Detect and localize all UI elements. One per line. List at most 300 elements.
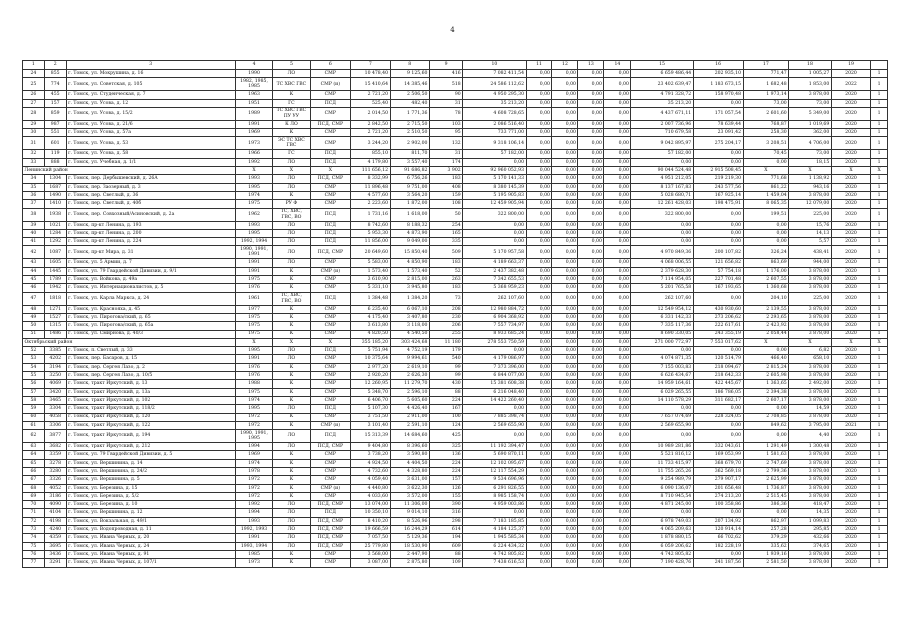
table-cell: ТС, ХВС, ГВС, ВО	[273, 208, 310, 221]
table-cell: ЛО	[273, 542, 310, 550]
table-cell: 208	[429, 305, 462, 313]
table-cell: 0,00	[526, 492, 552, 500]
table-cell: 5 349,00	[789, 107, 832, 120]
table-cell: г. Томск, ул. Вершинина, д. 5	[66, 476, 235, 484]
table-cell: 0,00	[578, 484, 604, 492]
table-cell: 1	[871, 267, 888, 275]
table-cell: 1962	[235, 208, 272, 221]
table-cell: 1	[871, 380, 888, 388]
table-cell: 1	[871, 120, 888, 128]
table-cell: 0,00	[552, 175, 578, 183]
table-cell: 0,00	[578, 451, 604, 459]
table-cell: 0,00	[526, 542, 552, 550]
table-cell: 33	[23, 158, 45, 166]
table-cell: 1	[871, 526, 888, 534]
table-cell: 8 526,96	[390, 517, 429, 525]
table-cell: 2 815,24	[743, 363, 789, 371]
table-cell: 422 445,67	[693, 380, 743, 388]
table-cell: К	[273, 276, 310, 284]
table-cell: 0,00	[526, 330, 552, 338]
table-cell: 3306	[44, 421, 66, 429]
table-cell: 1	[871, 347, 888, 355]
table-cell: 0,00	[578, 305, 604, 313]
table-cell: 3 878,00	[789, 91, 832, 99]
table-cell: 0,00	[552, 526, 578, 534]
table-cell: 2020	[831, 501, 870, 509]
table-row	[23, 330, 888, 338]
table-cell: 4 059,40	[351, 476, 390, 484]
table-cell: 0,00	[604, 550, 631, 558]
table-cell: 4 179,80	[351, 158, 390, 166]
table-cell: 335,62	[743, 542, 789, 550]
table-cell: 2020	[831, 534, 870, 542]
table-cell: 74	[23, 534, 45, 542]
table-cell: 2020	[831, 129, 870, 137]
table-cell: 0,00	[526, 388, 552, 396]
table-cell: 4 791 328,72	[631, 91, 693, 99]
table-cell: 0,00	[604, 150, 631, 158]
table-cell: 3280	[44, 467, 66, 475]
table-cell: 325	[429, 443, 462, 451]
table-cell: 204,10	[743, 292, 789, 305]
table-cell: 0,00	[604, 246, 631, 259]
table-cell: 5 583,00	[351, 259, 390, 267]
table-cell: 0,00	[578, 347, 604, 355]
table-cell: К	[273, 91, 310, 99]
table-cell: 1969	[235, 129, 272, 137]
table-cell: 1	[871, 559, 888, 567]
table-cell: 1 360,68	[743, 284, 789, 292]
table-cell: 1995	[235, 405, 272, 413]
table-row	[23, 150, 888, 158]
table-cell: 3 878,00	[789, 396, 832, 404]
table-cell: 31	[429, 150, 462, 158]
table-cell: 1	[871, 238, 888, 246]
table-cell: 0,00	[578, 380, 604, 388]
table-cell: 4 033,60	[351, 492, 390, 500]
table-cell: 4240	[44, 526, 66, 534]
table-cell: 0,00	[552, 167, 578, 175]
header-cell: 5	[273, 61, 310, 70]
table-cell: 23 402 639,47	[631, 78, 693, 91]
table-cell: 0,00	[552, 137, 578, 150]
table-cell: 0,00	[578, 158, 604, 166]
page-number: 4	[450, 26, 455, 34]
table-cell: 40	[23, 229, 45, 237]
table-cell: 60	[23, 413, 45, 421]
table-cell: 4 951 212,05	[631, 175, 693, 183]
table-cell: 179	[429, 347, 462, 355]
table-cell: 6 756,26	[390, 175, 429, 183]
table-cell: 0,00	[693, 150, 743, 158]
table-cell: 4 074 871,35	[631, 355, 693, 363]
table-cell: 2020	[831, 191, 870, 199]
table-cell: 6 904 368,92	[463, 313, 526, 321]
table-cell: 1304	[44, 175, 66, 183]
table-cell: 0,00	[604, 413, 631, 421]
table-cell: г. Томск, пер. Басаров, д. 15	[66, 355, 235, 363]
table-cell: 10 375,64	[351, 355, 390, 363]
table-cell: 99	[429, 372, 462, 380]
table-cell: 3304	[44, 405, 66, 413]
table-cell: 1977	[235, 305, 272, 313]
table-cell: 0,00	[578, 330, 604, 338]
table-cell: 2020	[831, 246, 870, 259]
table-cell: ПСД, СМР	[310, 501, 350, 509]
table-cell: 0,00	[463, 221, 526, 229]
table-cell: 0,00	[604, 330, 631, 338]
table-cell: 0,00	[463, 347, 526, 355]
table-cell: 3 878,00	[789, 330, 832, 338]
table-cell: 1	[871, 259, 888, 267]
table-cell: 4 328,80	[390, 467, 429, 475]
table-cell: ЛО	[273, 221, 310, 229]
table-cell: 119	[44, 150, 66, 158]
table-cell: 11 192 394,47	[463, 443, 526, 451]
table-cell: 1	[871, 246, 888, 259]
table-cell: 262 107,60	[631, 292, 693, 305]
table-cell: 3385	[44, 347, 66, 355]
table-cell: 3 878,00	[789, 476, 832, 484]
table-cell: г. Томск, ул. Усова, д. 53	[66, 137, 235, 150]
table-cell: 1976	[235, 363, 272, 371]
table-cell: 0,00	[693, 229, 743, 237]
table-cell: 0,00	[578, 443, 604, 451]
table-cell: 0,00	[526, 467, 552, 475]
table-cell: 1	[871, 363, 888, 371]
table-cell: 0,00	[526, 405, 552, 413]
table-cell: 0,00	[552, 330, 578, 338]
table-cell: 19 666,59	[351, 526, 390, 534]
table-cell: 1410	[44, 200, 66, 208]
table-row	[23, 183, 888, 191]
table-cell: 6,82	[789, 347, 832, 355]
table-cell: 1486	[44, 330, 66, 338]
table-cell: г. Томск, тракт Иркутский, д. 122	[66, 421, 235, 429]
table-cell: 5 368 959,23	[463, 284, 526, 292]
table-cell: 5 195 905,83	[463, 191, 526, 199]
table-cell: 271 000 772,97	[631, 338, 693, 346]
table-cell: 0,00	[552, 430, 578, 443]
table-cell: 2020	[831, 305, 870, 313]
table-cell: СМР (и)	[310, 78, 350, 91]
table-cell: 0,00	[552, 451, 578, 459]
table-cell: 0,00	[631, 509, 693, 517]
table-cell: 14,13	[789, 229, 832, 237]
table-cell: 0,00	[552, 372, 578, 380]
table-cell: СМР	[310, 355, 350, 363]
table-cell: 3695	[44, 542, 66, 550]
table-cell: 0,00	[604, 380, 631, 388]
header-cell: 18	[789, 61, 832, 70]
table-cell: 76	[23, 550, 45, 558]
table-row	[23, 517, 888, 525]
table-cell: ЛО	[273, 534, 310, 542]
table-cell: 73	[429, 292, 462, 305]
table-row	[23, 259, 888, 267]
table-cell: К	[273, 476, 310, 484]
table-cell: 0,00	[526, 338, 552, 346]
table-cell: 1 291,49	[743, 443, 789, 451]
table-cell: 2 569 655,90	[463, 421, 526, 429]
table-cell: 26	[23, 91, 45, 99]
table-cell: К	[273, 396, 310, 404]
table-cell: 0,00	[526, 229, 552, 237]
table-cell: 62	[23, 430, 45, 443]
table-cell: 0,00	[552, 413, 578, 421]
table-cell: 295,85	[789, 526, 832, 534]
table-cell: 2 086 516,40	[463, 120, 526, 128]
table-cell: 3877	[44, 430, 66, 443]
table-cell: 466,40	[743, 355, 789, 363]
table-cell: 6 090 136,07	[631, 484, 693, 492]
table-cell: 0,00	[552, 380, 578, 388]
table-row	[23, 534, 888, 542]
table-cell: 811,70	[390, 150, 429, 158]
table-cell: 0,00	[552, 501, 578, 509]
table-cell: 0,00	[552, 259, 578, 267]
table-cell: 1966	[235, 150, 272, 158]
table-cell: г. Томск, ул. Смирнова, д. 40/3	[66, 330, 235, 338]
table-cell: 0,00	[578, 175, 604, 183]
table-cell: К	[273, 388, 310, 396]
header-cell: 14	[604, 61, 631, 70]
table-cell: 4104	[44, 509, 66, 517]
table-cell: 0,00	[578, 267, 604, 275]
table-cell: ЛО	[273, 238, 310, 246]
header-cell: 12	[552, 61, 578, 70]
table-cell: 2 625,99	[743, 476, 789, 484]
table-cell: 12 079,00	[789, 200, 832, 208]
table-cell: 1973	[235, 137, 272, 150]
table-cell: 862,97	[743, 517, 789, 525]
table-cell: 4 608 728,65	[463, 107, 526, 120]
table-cell: 1974	[235, 191, 272, 199]
table-cell: 230	[429, 313, 462, 321]
table-cell: К	[273, 305, 310, 313]
table-cell: 2021	[831, 421, 870, 429]
table-cell: 0,00	[526, 451, 552, 459]
table-cell: г. Томск, ул. Мокрушина, д. 16	[66, 70, 235, 78]
table-cell: 2 911,00	[390, 413, 429, 421]
table-cell: 944,00	[789, 259, 832, 267]
table-cell: 0,00	[552, 459, 578, 467]
table-cell: 1	[871, 70, 888, 78]
table-cell: 1 300,48	[789, 443, 832, 451]
table-cell: 3 610,90	[351, 276, 390, 284]
table-cell: 4 871 245,00	[631, 501, 693, 509]
table-cell: 1	[871, 459, 888, 467]
table-cell: г. Томск, тракт Иркутский, д. 13а	[66, 388, 235, 396]
table-cell: 202 935,10	[693, 70, 743, 78]
table-cell: 4 924,50	[351, 459, 390, 467]
table-cell: СМР	[310, 413, 350, 421]
table-cell: К	[273, 492, 310, 500]
table-cell: г. Томск, пер. Заозерный, д. 3	[66, 183, 235, 191]
table-cell: 0,00	[578, 78, 604, 91]
table-cell: СМР	[310, 276, 350, 284]
table-cell: 126	[429, 484, 462, 492]
table-cell: К ЛО	[273, 120, 310, 128]
table-cell: 1995	[235, 347, 272, 355]
table-cell: СМР (и)	[310, 484, 350, 492]
table-cell: 0,00	[526, 99, 552, 107]
table-cell: 1951	[235, 99, 272, 107]
table-cell: ЛО	[273, 526, 310, 534]
table-cell: 1972	[235, 476, 272, 484]
table-cell: 75	[23, 542, 45, 550]
table-cell: 1 682,48	[743, 78, 789, 91]
table-cell: 0,00	[552, 388, 578, 396]
table-cell: 0,00	[526, 550, 552, 558]
table-cell: К	[273, 559, 310, 567]
table-cell: 0,00	[552, 183, 578, 191]
table-cell: 12 261 428,03	[631, 200, 693, 208]
table-cell: ЛО	[273, 246, 310, 259]
table-cell: г. Томск, ул. 79 Гвардейской Дивизии, д. 9/1	[66, 267, 235, 275]
table-cell: г. Томск, ул. Ивана Черных, д. 20	[66, 534, 235, 542]
table-cell: 326,24	[743, 246, 789, 259]
table-cell: 0,00	[526, 175, 552, 183]
table-cell: 3194	[44, 363, 66, 371]
table-cell: 2020	[831, 559, 870, 567]
table-cell: 3465	[44, 396, 66, 404]
table-cell: 1975	[235, 330, 272, 338]
table-cell: 0,00	[463, 158, 526, 166]
table-cell: г. Томск, тракт Иркутский, д. 102	[66, 396, 235, 404]
table-cell: 1969	[235, 451, 272, 459]
table-cell: 1972	[235, 421, 272, 429]
table-cell: 273 206,62	[693, 313, 743, 321]
table-cell: 0,00	[526, 355, 552, 363]
table-cell: 0,00	[552, 91, 578, 99]
table-cell: К	[273, 363, 310, 371]
table-cell: ЛО	[273, 405, 310, 413]
table-cell: 0,00	[578, 208, 604, 221]
table-cell: 225,00	[789, 292, 832, 305]
table-cell: 263	[429, 276, 462, 284]
table-cell: 0,00	[604, 167, 631, 175]
table-cell: 455	[44, 91, 66, 99]
table-cell: 41	[23, 238, 45, 246]
table-cell: 2020	[831, 517, 870, 525]
table-cell: 0,00	[552, 305, 578, 313]
table-cell: 3 622,30	[390, 484, 429, 492]
table-cell: 2020	[831, 347, 870, 355]
table-cell: 0,00	[604, 229, 631, 237]
table-cell: 120 914,14	[693, 526, 743, 534]
table-cell: 3291	[44, 559, 66, 567]
table-cell: Х	[743, 338, 789, 346]
table-cell: 2 815,00	[390, 276, 429, 284]
table-cell: 1087	[44, 246, 66, 259]
table-cell: 2020	[831, 208, 870, 221]
table-cell: 2 591,10	[390, 421, 429, 429]
table-cell: 3 945,80	[390, 284, 429, 292]
table-cell: 0,00	[604, 259, 631, 267]
table-cell: 1	[871, 467, 888, 475]
table-cell: г. Томск, ул. Усова, д. 57а	[66, 129, 235, 137]
table-cell: 11 279,70	[390, 380, 429, 388]
header-cell: 2	[44, 61, 66, 70]
table-cell: 0,00	[604, 292, 631, 305]
table-cell: г. Томск, ул. Вершинина, д. 14	[66, 459, 235, 467]
table-row	[23, 137, 888, 150]
table-cell: 2020	[831, 363, 870, 371]
table-cell: 183	[429, 175, 462, 183]
table-cell: 28	[23, 107, 45, 120]
table-cell: 218 094,67	[693, 363, 743, 371]
table-cell: 518	[429, 78, 462, 91]
table-cell: 0,00	[526, 183, 552, 191]
table-row	[23, 70, 888, 78]
table-cell: 0,00	[604, 120, 631, 128]
table-cell: 2020	[831, 372, 870, 380]
table-cell: К	[273, 129, 310, 137]
table-row	[23, 175, 888, 183]
table-cell: 1942	[44, 284, 66, 292]
table-cell: 2020	[831, 322, 870, 330]
table-cell: 1789	[44, 276, 66, 284]
table-cell: 1972	[235, 413, 272, 421]
table-cell: К	[273, 284, 310, 292]
table-cell: ЛО	[273, 517, 310, 525]
table-cell: ПСД, СМР	[310, 526, 350, 534]
table-row	[23, 509, 888, 517]
table-cell: 0,00	[604, 137, 631, 150]
table-cell: 2020	[831, 492, 870, 500]
table-cell: 0,00	[631, 430, 693, 443]
table-cell: 3 878,00	[789, 372, 832, 380]
table-cell: 201 656,48	[693, 484, 743, 492]
table-cell: г. Томск, пр-кт Ленина, д. 224	[66, 238, 235, 246]
table-cell: ЛО	[273, 229, 310, 237]
table-cell: 2020	[831, 238, 870, 246]
table-cell: 169 053,99	[693, 451, 743, 459]
table-cell: 11 306,00	[390, 501, 429, 509]
table-cell: 9 994,61	[390, 355, 429, 363]
table-cell: 0,00	[526, 517, 552, 525]
table-cell: ТС ХВС ГВС	[273, 78, 310, 91]
table-cell: 0,00	[578, 338, 604, 346]
header-cell: 8	[390, 61, 429, 70]
table-cell: 3 878,00	[789, 459, 832, 467]
table-cell: 0,00	[552, 550, 578, 558]
table-cell: 78	[429, 107, 462, 120]
table-cell: 136	[429, 451, 462, 459]
table-cell: 0,00	[743, 347, 789, 355]
table-cell: 1527	[44, 313, 66, 321]
table-cell: 4 540,50	[390, 330, 429, 338]
table-cell: г. Томск, ул. Усова, д. 58	[66, 150, 235, 158]
table-cell: 15 410,64	[351, 78, 390, 91]
table-cell: 0,00	[604, 305, 631, 313]
table-cell: 2022	[831, 78, 870, 91]
table-cell: 61	[23, 421, 45, 429]
table-row	[23, 542, 888, 550]
table-cell: 0,00	[526, 267, 552, 275]
table-row	[23, 451, 888, 459]
table-cell: 1	[871, 542, 888, 550]
table-cell: 4 820,50	[351, 330, 390, 338]
header-cell: 15	[631, 61, 693, 70]
table-cell: 4 752,19	[390, 347, 429, 355]
table-cell: 1 384,48	[351, 292, 390, 305]
table-cell: 0,00	[526, 284, 552, 292]
table-cell: 0,00	[526, 167, 552, 175]
table-cell: 0,00	[552, 78, 578, 91]
table-cell: 855	[44, 70, 66, 78]
